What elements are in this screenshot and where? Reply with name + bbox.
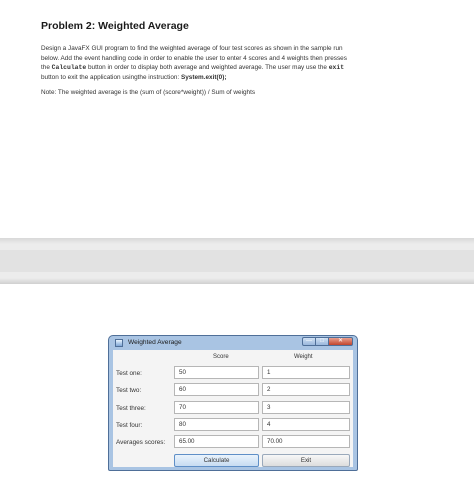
test-one-score-field[interactable]: 50: [174, 366, 259, 379]
description-line-2: below. Add the event handling code in order to enable the user to enter 4 scores and 4 weights then presses: [41, 54, 347, 62]
test-two-label: Test two:: [116, 387, 142, 394]
close-button[interactable]: ✕: [329, 337, 353, 346]
averages-label: Averages scores:: [116, 439, 166, 446]
window-title: Weighted Average: [128, 339, 182, 346]
test-two-weight-field[interactable]: 2: [262, 383, 350, 396]
exit-code-text: exit: [328, 64, 345, 72]
test-two-score-field[interactable]: 60: [174, 383, 259, 396]
calculate-button[interactable]: Calculate: [174, 454, 259, 467]
minimize-button[interactable]: —: [302, 337, 316, 346]
test-one-label: Test one:: [116, 370, 142, 377]
description-line-3-start: the: [41, 64, 52, 72]
test-three-label: Test three:: [116, 405, 146, 412]
page-separator-inner: [0, 250, 474, 272]
problem-statement: [41, 20, 441, 98]
description-line-1: Design a JavaFX GUI program to find the weighted average of four test scores as shown in the sample run: [41, 45, 343, 52]
weighted-average-window: [108, 335, 358, 471]
description-line-4-start: button to exit the application usingthe instruction:: [41, 73, 181, 81]
test-four-score-field[interactable]: 80: [174, 418, 259, 431]
problem-description: [41, 44, 441, 82]
description-line-3-middle: button in order to display both average and weighted average. The user may use the: [86, 64, 329, 72]
average-result-field[interactable]: 65.00: [174, 435, 259, 448]
window-controls: [302, 337, 353, 346]
test-three-weight-field[interactable]: 3: [262, 401, 350, 414]
test-four-weight-field[interactable]: 4: [262, 418, 350, 431]
weighted-average-note: Note: The weighted average is the (sum of (score*weight)) / Sum of weights: [41, 89, 256, 97]
test-one-weight-field[interactable]: 1: [262, 366, 350, 379]
weight-column-header: Weight: [294, 354, 313, 360]
problem-heading: Problem 2: Weighted Average: [41, 20, 189, 32]
weighted-average-result-field[interactable]: 70.00: [262, 435, 350, 448]
calculate-code-text: Calculate: [51, 64, 87, 72]
window-content: [113, 350, 353, 467]
maximize-button[interactable]: □: [316, 337, 329, 346]
app-window-icon: [115, 339, 123, 347]
score-column-header: Score: [213, 354, 229, 360]
system-exit-instruction: System.exit(0);: [180, 73, 227, 81]
exit-button[interactable]: Exit: [262, 454, 350, 467]
test-four-label: Test four:: [116, 422, 143, 429]
window-titlebar[interactable]: [109, 336, 357, 350]
test-three-score-field[interactable]: 70: [174, 401, 259, 414]
